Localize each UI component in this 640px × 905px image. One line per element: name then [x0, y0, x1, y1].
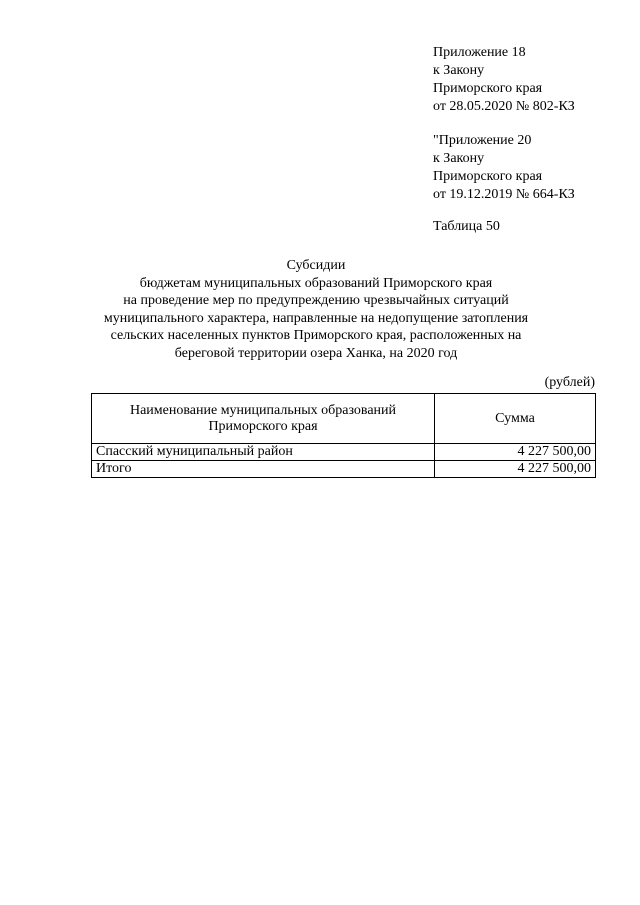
- table-header-row: [92, 394, 596, 444]
- total-label: Итого: [92, 461, 435, 478]
- appendix-current-reference: [433, 44, 575, 116]
- header-amount: Сумма: [435, 394, 596, 444]
- appendix-original-line-2: к Закону: [433, 151, 485, 166]
- table-number: Таблица 50: [433, 219, 500, 234]
- appendix-original-line-4: от 19.12.2019 № 664-КЗ: [433, 187, 575, 202]
- title-line-4: муниципального характера, направленные на недопущение затопления: [103, 310, 529, 326]
- appendix-original-line-3: Приморского края: [433, 169, 543, 184]
- appendix-original-reference: [433, 132, 575, 204]
- header-municipality: [92, 394, 435, 444]
- row-amount: 4 227 500,00: [435, 444, 596, 461]
- title-line-5: сельских населенных пунктов Приморского края, расположенных на: [110, 328, 522, 344]
- appendix-current-line-1: Приложение 18: [433, 45, 526, 60]
- document-title: [90, 257, 542, 363]
- title-line-6: береговой территории озера Ханка, на 2020 год: [174, 345, 458, 361]
- title-line-2: бюджетам муниципальных образований Приморского края: [139, 275, 493, 291]
- subsidy-table: [91, 393, 596, 478]
- row-municipality-name: Спасский муниципальный район: [92, 444, 435, 461]
- appendix-original-line-1: "Приложение 20: [433, 133, 532, 148]
- table-row: [92, 444, 596, 461]
- table-total-row: [92, 461, 596, 478]
- units-label: (рублей): [544, 375, 595, 390]
- total-amount: 4 227 500,00: [435, 461, 596, 478]
- appendix-current-line-2: к Закону: [433, 63, 485, 78]
- title-line-3: на проведение мер по предупреждению чрезвычайных ситуаций: [123, 293, 509, 309]
- appendix-current-line-3: Приморского края: [433, 81, 543, 96]
- header-municipality-line-1: Наименование муниципальных образований: [129, 402, 397, 418]
- title-line-1: Субсидии: [286, 258, 346, 273]
- header-municipality-line-2: Приморского края: [208, 418, 318, 434]
- appendix-current-line-4: от 28.05.2020 № 802-КЗ: [433, 99, 575, 114]
